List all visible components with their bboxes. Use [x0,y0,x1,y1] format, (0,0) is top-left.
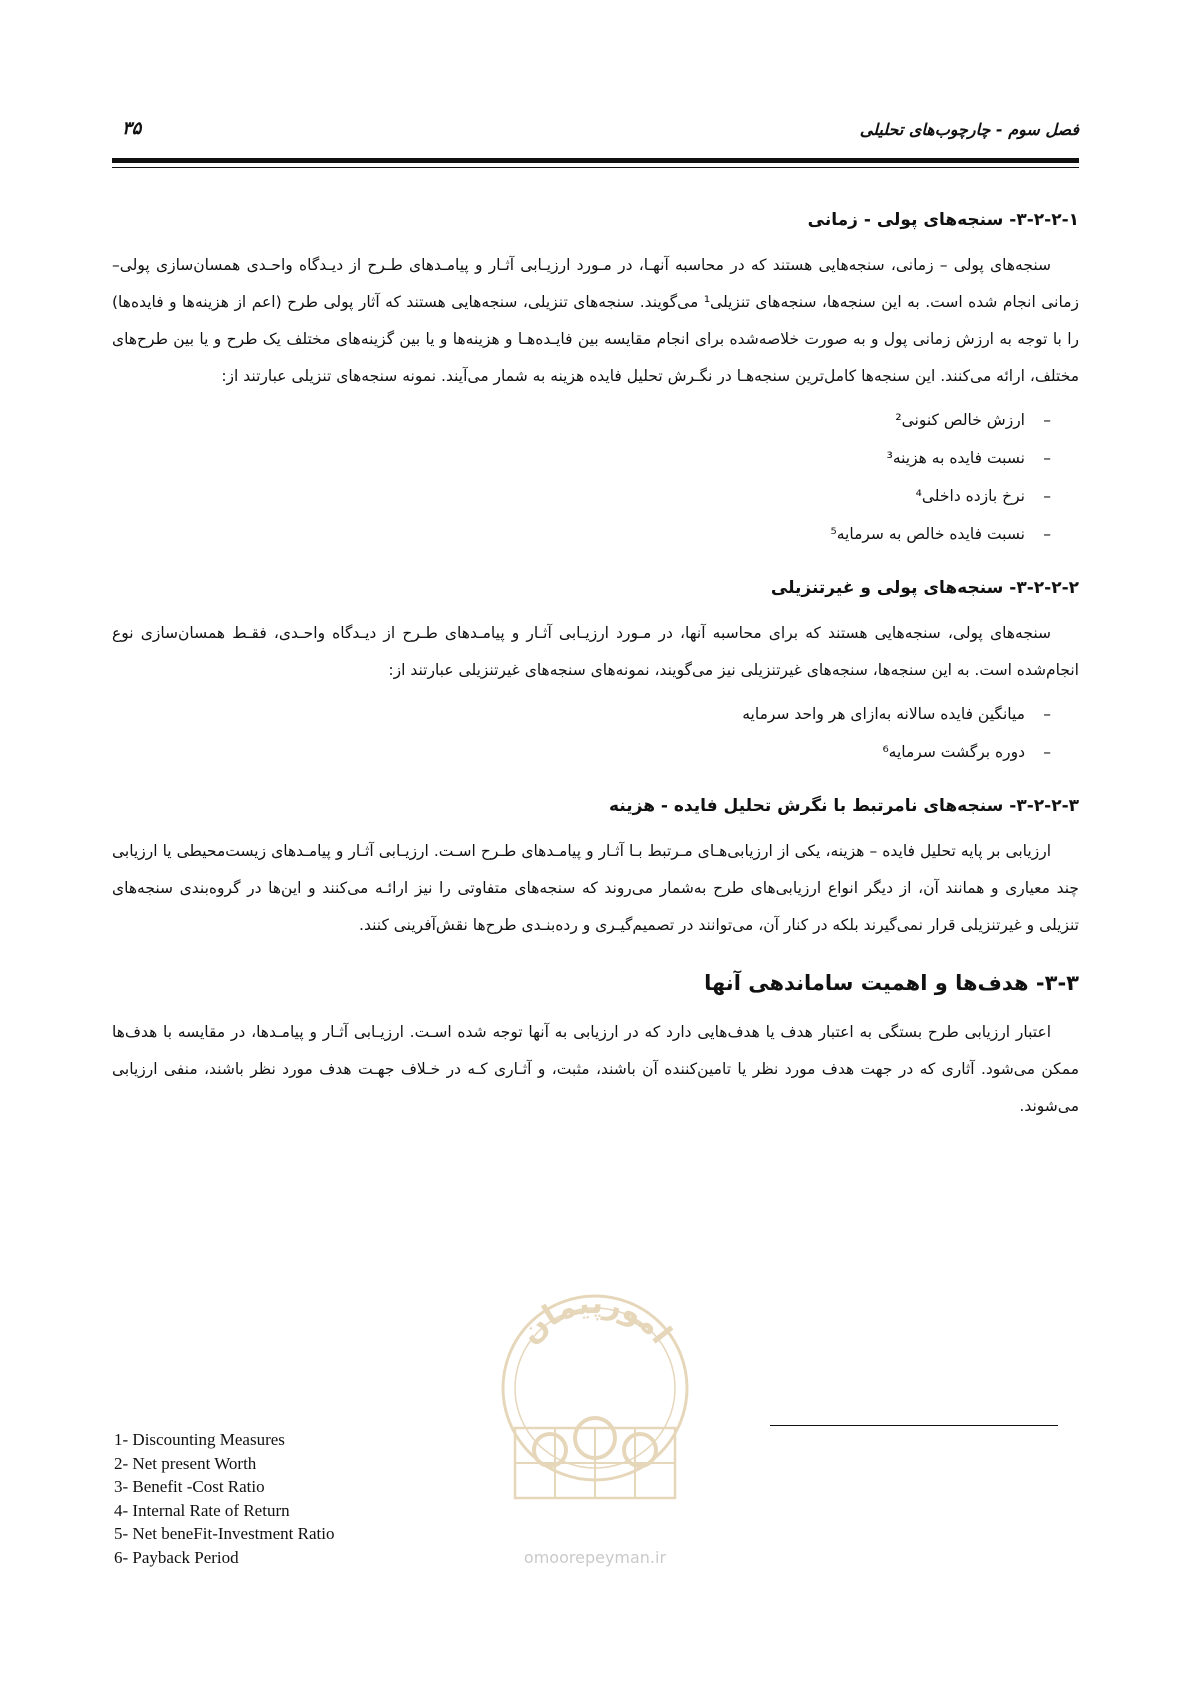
page-number: ۳۵ [122,118,142,139]
list-item: – دوره برگشت سرمایه⁶ [112,733,1051,771]
section-paragraph: سنجه‌های پولی، سنجه‌هایی هستند که برای محاسبه آنها، در مـورد ارزیـابی آثـار و پیامـدهای طـرح از دیـدگاه واحـدی، فقـط همسان‌سازی نوع انجام‌شده است. به این سنجه‌ها، سنجه‌های غیرتنزیلی نیز می‌گویند، نمونه‌های سنجه‌های غیرتنزیلی عبارتند از: [112,624,1079,679]
header-rule-thin [112,167,1079,168]
page-body [112,205,1079,1125]
footnote-6: 6- Payback Period [114,1547,239,1567]
running-header [112,120,1079,150]
list-item: – میانگین فایده سالانه به‌ازای هر واحد سرمایه [112,695,1051,733]
watermark-arc-text: امورپیمان [512,1285,679,1351]
list-item: – نسبت فایده به هزینه³ [112,439,1051,477]
section-heading-3-2-2-3: ۳-۲-۲-۳- سنجه‌های نامرتبط با نگرش تحلیل فایده - هزینه [609,796,1079,816]
footnote-2: 2- Net present Worth [114,1453,257,1473]
footnote-1: 1- Discounting Measures [114,1430,285,1449]
list-item: – نسبت فایده خالص به سرمایه⁵ [112,515,1051,553]
chapter-title: فصل سوم - چارچوب‌های تحلیلی [859,120,1079,139]
footnotes [114,1428,334,1569]
non-discounting-measures-list [112,695,1079,771]
footnote-5: 5- Net beneFit-Investment Ratio [114,1524,335,1543]
footnote-4: 4- Internal Rate of Return [114,1500,290,1520]
footnote-3: 3- Benefit -Cost Ratio [114,1477,265,1496]
watermark-url: omoorepeyman.ir [523,1548,667,1567]
section-paragraph: ارزیابی بر پایه تحلیل فایده – هزینه، یکی از ارزیابی‌هـای مـرتبط بـا آثـار و پیامـدهای طـرح اسـت. ارزیـابی آثـار و پیامـدهای زیست‌محیطی یا ارزیابی چند معیاری و همانند آن، از دیگر انواع ارزیابی‌های طرح به‌شمار می‌روند که سنجه‌های متفاوتی را نیز ارائـه می‌کنند و این‌ها در گروه‌بندی سنجه‌های تنزیلی و غیرتنزیلی قرار نمی‌گیرند بلکه در کنار آن، می‌توانند در تصمیم‌گیـری و رده‌بنـدی طرح‌ها نقش‌آفرینی کنند. [112,842,1079,934]
list-item: – ارزش خالص کنونی² [112,401,1051,439]
watermark-logo [490,1278,700,1573]
section-paragraph: اعتبار ارزیابی طرح بستگی به اعتبار هدف یا هدف‌هایی دارد که در ارزیابی به آنها توجه شده اسـت. ارزیـابی آثـار و پیامـدها، در مقایسه با هدف‌ها ممکن می‌شود. آثاری که در جهت هدف مورد نظر یا تامین‌کننده آن باشند، مثبت، و آثـاری کـه در خـلاف جهـت هدف مورد نظر باشند، منفی ارزیابی می‌شوند. [112,1023,1079,1115]
section-heading-3-3: ۳-۳- هدف‌ها و اهمیت ساماندهی آنها [704,971,1079,995]
list-item: – نرخ بازده داخلی⁴ [112,477,1051,515]
section-paragraph: سنجه‌های پولی – زمانی، سنجه‌هایی هستند که در محاسبه آنهـا، در مـورد ارزیـابی آثـار و پیامـدهای طـرح از دیـدگاه واحـدی همسان‌سازی پولی– زمانی انجام شده است. به این سنجه‌ها، سنجه‌های تنزیلی¹ می‌گویند. سنجه‌های تنزیلی، سنجه‌هایی هستند که آثار پولی طرح (اعم از هزینه‌ها و فایده‌ها) را با توجه به ارزش زمانی پول و به صورت خلاصه‌شده برای انجام مقایسه بین فایـده‌هـا و هزینه‌ها و یا بین گزینه‌های مختلف یک طرح و یا بین طرح‌های مختلف، ارائه می‌کنند. این سنجه‌ها کامل‌ترین سنجه‌هـا در نگـرش تحلیل فایده هزینه به شمار می‌آیند. نمونه سنجه‌های تنزیلی عبارتند از: [112,256,1079,385]
header-rule-thick [112,158,1079,163]
footnote-separator [770,1425,1058,1426]
section-heading-3-2-2-2: ۳-۲-۲-۲- سنجه‌های پولی و غیرتنزیلی [770,578,1079,598]
section-heading-3-2-2-1: ۳-۲-۲-۱- سنجه‌های پولی - زمانی [807,210,1079,230]
discounting-measures-list [112,401,1079,553]
